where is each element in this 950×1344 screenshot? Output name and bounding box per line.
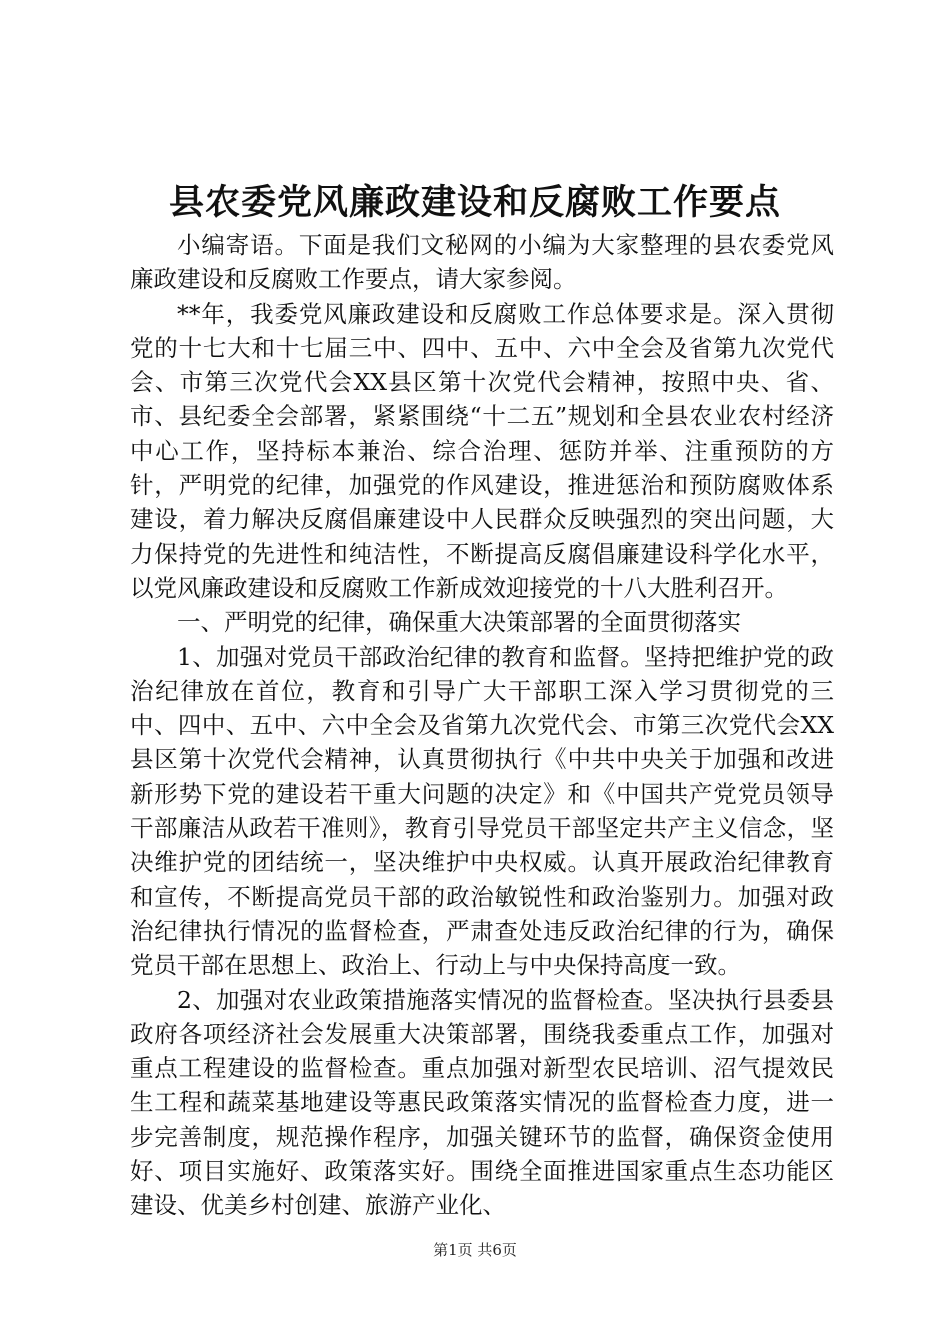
paragraph-intro: 小编寄语。下面是我们文秘网的小编为大家整理的县农委党风廉政建设和反腐败工作要点，请大家参阅。 [130,231,834,294]
page-footer: 第1页 共6页 [433,1241,517,1259]
paragraph-item-1: 1、加强对党员干部政治纪律的教育和监督。坚持把维护党的政治纪律放在首位，教育和引导广大干部职工深入学习贯彻党的三中、四中、五中、六中全会及省第九次党代会、市第三次党代会XX县区第十次党代会精神，认真贯彻执行《中共中央关于加强和改进新形势下党的建设若干重大问题的决定》和《中国共产党党员领导干部廉洁从政若干准则》，教育引导党员干部坚定共产主义信念，坚决维护党的团结统一，坚决维护中央权威。认真开展政治纪律教育和宣传，不断提高党员干部的政治敏锐性和政治鉴别力。加强对政治纪律执行情况的监督检查，严肃查处违反政治纪律的行为，确保党员干部在思想上、政治上、行动上与中央保持高度一致。 [130,642,834,980]
paragraph-item-2: 2、加强对农业政策措施落实情况的监督检查。坚决执行县委县政府各项经济社会发展重大决策部署，围绕我委重点工作，加强对重点工程建设的监督检查。重点加强对新型农民培训、沼气提效民生工程和蔬菜基地建设等惠民政策落实情况的监督检查力度，进一步完善制度，规范操作程序，加强关键环节的监督，确保资金使用好、项目实施好、政策落实好。围绕全面推进国家重点生态功能区建设、优美乡村创建、旅游产业化、 [130,985,834,1220]
document-title: 县农委党风廉政建设和反腐败工作要点 [168,182,781,223]
document-body [130,228,834,1223]
section-heading-1: 一、严明党的纪律，确保重大决策部署的全面贯彻落实 [177,608,741,637]
paragraph-overall-requirements: **年，我委党风廉政建设和反腐败工作总体要求是。深入贯彻党的十七大和十七届三中、四中、五中、六中全会及省第九次党代会、市第三次党代会XX县区第十次党代会精神，按照中央、省、市、县纪委全会部署，紧紧围绕“十二五”规划和全县农业农村经济中心工作，坚持标本兼治、综合治理、惩防并举、注重预防的方针，严明党的纪律，加强党的作风建设，推进惩治和预防腐败体系建设，着力解决反腐倡廉建设中人民群众反映强烈的突出问题，大力保持党的先进性和纯洁性，不断提高反腐倡廉建设科学化水平，以党风廉政建设和反腐败工作新成效迎接党的十八大胜利召开。 [130,299,834,602]
